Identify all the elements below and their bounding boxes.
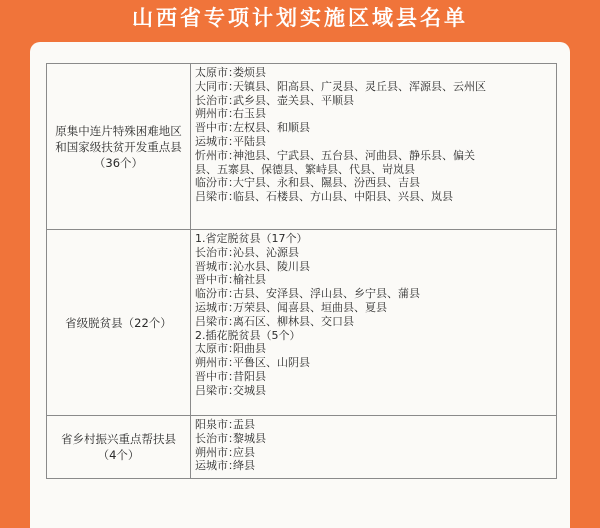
category-label: 省乡村振兴重点帮扶县 [61, 432, 176, 446]
county-list [191, 64, 556, 229]
county-line [195, 418, 556, 432]
county-line [195, 356, 556, 370]
county-line [195, 163, 556, 177]
county-line [195, 315, 556, 329]
county-names: 娄烦县 [233, 66, 266, 79]
county-names: 大宁县、永和县、隰县、汾西县、吉县 [233, 176, 420, 190]
county-names: 昔阳县 [233, 369, 266, 383]
prefecture-name: 运城市： [195, 300, 239, 314]
prefecture-name: 临汾市： [195, 176, 239, 190]
county-line [195, 94, 556, 108]
county-line [195, 149, 556, 163]
county-line [195, 273, 556, 287]
county-names: 天镇县、阳高县、广灵县、灵丘县、浑源县、云州区 [233, 79, 486, 93]
county-names: 阳曲县 [233, 342, 266, 356]
subgroup-title: 1.省定脱贫县（17个） [195, 232, 308, 245]
prefecture-name: 晋中市： [195, 121, 239, 135]
county-line [195, 135, 556, 149]
county-line [195, 260, 556, 274]
county-names: 万荣县、闻喜县、垣曲县、夏县 [233, 300, 387, 314]
county-line [195, 342, 556, 356]
prefecture-name: 长治市： [195, 245, 239, 259]
content-panel [30, 42, 570, 528]
county-names: 沁水县、陵川县 [233, 259, 310, 273]
county-table [46, 63, 557, 479]
prefecture-name: 朔州市： [195, 445, 239, 459]
county-names: 右玉县 [233, 107, 266, 121]
county-names: 平陆县 [233, 134, 266, 148]
county-line [195, 66, 556, 80]
county-line [195, 80, 556, 94]
county-line [195, 459, 556, 473]
prefecture-name: 临汾市： [195, 287, 239, 301]
county-line [195, 190, 556, 204]
county-line [195, 287, 556, 301]
county-names: 应县 [233, 445, 255, 459]
prefecture-name: 阳泉市： [195, 418, 239, 431]
county-line [195, 301, 556, 315]
prefecture-name: 长治市： [195, 431, 239, 445]
county-names: 黎城县 [233, 431, 266, 445]
prefecture-name: 晋城市： [195, 259, 239, 273]
county-line [195, 384, 556, 398]
county-names: 古县、安泽县、浮山县、乡宁县、蒲县 [233, 287, 420, 301]
county-names: 临县、石楼县、方山县、中阳县、兴县、岚县 [233, 190, 453, 204]
category-label: 原集中连片特殊困难地区和国家级扶贫开发重点县 [55, 123, 182, 154]
prefecture-name: 运城市： [195, 134, 239, 148]
prefecture-name: 晋中市： [195, 273, 239, 287]
county-line [195, 370, 556, 384]
county-line [195, 446, 556, 460]
table-row-rural-revitalization [47, 415, 556, 478]
county-names: 绛县 [233, 459, 255, 473]
prefecture-name: 晋中市： [195, 369, 239, 383]
page-title: 山西省专项计划实施区域县名单 [132, 6, 468, 30]
county-names: 榆社县 [233, 273, 266, 287]
county-names: 武乡县、壶关县、平顺县 [233, 93, 354, 107]
county-list [191, 230, 556, 415]
county-names: 交城县 [233, 383, 266, 397]
county-line [195, 176, 556, 190]
category-cell [47, 230, 191, 415]
prefecture-name: 吕梁市： [195, 190, 239, 204]
category-count: （36个） [93, 155, 144, 170]
prefecture-name: 吕梁市： [195, 383, 239, 397]
county-names: 左权县、和顺县 [233, 121, 310, 135]
prefecture-name: 朔州市： [195, 356, 239, 370]
prefecture-name: 朔州市： [195, 107, 239, 121]
county-names: 县、五寨县、保德县、繁峙县、代县、岢岚县 [195, 162, 415, 176]
prefecture-name: 太原市： [195, 342, 239, 356]
county-line [195, 121, 556, 135]
county-line [195, 432, 556, 446]
county-names: 盂县 [233, 418, 255, 431]
county-names: 平鲁区、山阴县 [233, 356, 310, 370]
category-count: （4个） [97, 448, 140, 462]
county-list [191, 416, 556, 478]
category-cell [47, 416, 191, 478]
table-row-provincial-poverty [47, 229, 556, 415]
county-line [195, 107, 556, 121]
table-row-contiguous-poverty [47, 64, 556, 229]
county-line [195, 246, 556, 260]
county-names: 沁县、沁源县 [233, 245, 299, 259]
county-names: 神池县、宁武县、五台县、河曲县、静乐县、偏关 [233, 148, 475, 162]
prefecture-name: 大同市： [195, 79, 239, 93]
county-names: 离石区、柳林县、交口县 [233, 314, 354, 328]
category-label: 省级脱贫县（22个） [65, 315, 172, 330]
prefecture-name: 运城市： [195, 459, 239, 473]
subgroup-title: 2.插花脱贫县（5个） [195, 328, 301, 342]
prefecture-name: 长治市： [195, 93, 239, 107]
prefecture-name: 太原市： [195, 66, 239, 79]
prefecture-name: 忻州市： [195, 148, 239, 162]
prefecture-name: 吕梁市： [195, 314, 239, 328]
category-cell [47, 64, 191, 229]
